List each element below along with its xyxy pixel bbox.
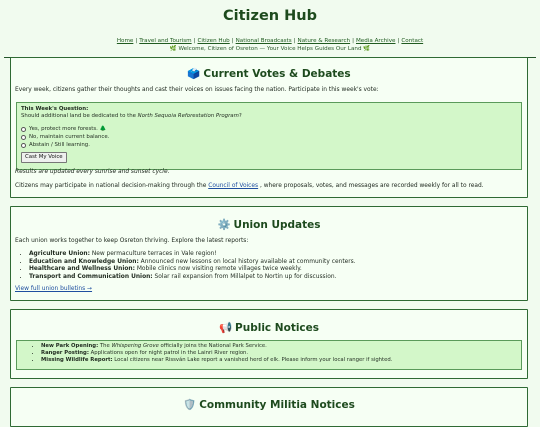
- list-item: [41, 343, 521, 350]
- list-item: [29, 251, 523, 259]
- notice-em: Whispering Grove: [111, 343, 159, 349]
- shield-icon: 🛡️: [183, 399, 197, 411]
- radio-button[interactable]: [21, 127, 26, 132]
- union-list: [11, 251, 523, 281]
- notice-text: Applications open for night patrol in the Lainri River region.: [88, 350, 249, 356]
- poll-option-no[interactable]: [21, 134, 517, 141]
- council-of-voices-link[interactable]: Council of Voices: [208, 183, 259, 189]
- votes-section: [10, 57, 528, 198]
- union-name: Healthcare and Wellness Union:: [29, 266, 135, 273]
- union-heading: [11, 218, 527, 231]
- union-text: Mobile clinics now visiting remote villages twice weekly.: [134, 266, 302, 273]
- welcome-message: 🌿 Welcome, Citizen of Osreton — Your Voice Helps Guides Our Land 🌿: [169, 46, 371, 52]
- union-text: Announced new lessons on local history available at community centers.: [138, 258, 356, 265]
- council-info-suffix: , where proposals, votes, and messages are recorded weekly for all to read.: [258, 183, 484, 189]
- votes-title: Current Votes & Debates: [203, 68, 351, 80]
- cast-vote-button[interactable]: Cast My Voice: [21, 152, 67, 163]
- main-nav: [0, 37, 540, 45]
- list-item: [41, 357, 521, 364]
- poll-option-abstain[interactable]: [21, 142, 517, 149]
- notice-text: Local citizens near Rissván Lake report a vanished herd of elk. Please inform your local ranger if sighted.: [112, 357, 393, 363]
- notices-section: [10, 309, 528, 379]
- list-item: [29, 274, 523, 282]
- results-note: Results are updated every sunrise and sunset cycle.: [15, 169, 170, 175]
- ballot-box-icon: 🗳️: [187, 68, 201, 80]
- union-title: Union Updates: [233, 219, 321, 231]
- nav-separator: |: [397, 38, 400, 44]
- notices-heading: [11, 321, 527, 334]
- notice-name: Missing Wildlife Report:: [41, 357, 113, 363]
- union-text: New permaculture terraces in Vale region!: [89, 251, 217, 257]
- notices-box: [16, 340, 522, 370]
- union-bulletins-link[interactable]: View full union bulletins →: [15, 286, 93, 292]
- poll-question-program: North Sequoia Reforestation Program: [137, 113, 239, 119]
- notice-name: Ranger Posting:: [41, 350, 89, 356]
- poll-box: [16, 102, 522, 170]
- nav-separator: |: [293, 38, 296, 44]
- nav-link-travel-and-tourism[interactable]: Travel and Tourism: [139, 38, 192, 44]
- nav-separator: |: [231, 38, 234, 44]
- nav-separator: |: [193, 38, 196, 44]
- union-section: [10, 206, 528, 301]
- votes-intro: Every week, citizens gather their thoughts and cast their voices on issues facing the nation. Participate in this week's vote:: [15, 87, 379, 93]
- militia-section: [10, 387, 528, 427]
- votes-heading: [11, 67, 527, 80]
- poll-question: [21, 113, 517, 120]
- union-intro: Each union works together to keep Osreton thriving. Explore the latest reports:: [15, 238, 249, 244]
- notice-name: New Park Opening:: [41, 343, 99, 349]
- union-name: Transport and Communication Union:: [29, 273, 153, 280]
- poll-question-heading: This Week's Question:: [21, 106, 89, 112]
- list-item: [29, 266, 523, 274]
- list-item: [29, 259, 523, 267]
- notices-list: [17, 343, 521, 364]
- megaphone-icon: 📢: [218, 322, 233, 334]
- poll-question-text: Should additional land be dedicated to the: [21, 113, 138, 119]
- militia-title: Community Militia Notices: [199, 399, 355, 411]
- radio-button[interactable]: [21, 143, 26, 148]
- nav-link-national-broadcasts[interactable]: National Broadcasts: [235, 38, 292, 44]
- poll-option-label: No, maintain current balance.: [29, 134, 110, 140]
- union-name: Agriculture Union:: [29, 251, 90, 257]
- nav-link-media-archive[interactable]: Media Archive: [355, 38, 396, 44]
- union-bulletins-line: [15, 285, 523, 293]
- poll-option-label: Abstain / Still learning.: [29, 142, 90, 148]
- nav-link-contact[interactable]: Contact: [401, 38, 424, 44]
- nav-separator: |: [135, 38, 138, 44]
- poll-option-yes[interactable]: [21, 126, 517, 133]
- council-info-text: Citizens may participate in national decision-making through the: [15, 183, 209, 189]
- poll-option-label: Yes, protect more forests. 🌲: [29, 126, 107, 132]
- nav-separator: |: [352, 38, 354, 44]
- list-item: [41, 350, 521, 357]
- nav-link-citizen-hub[interactable]: Citizen Hub: [197, 38, 230, 44]
- poll-question-suffix: ?: [238, 113, 242, 119]
- gear-icon: ⚙️: [217, 219, 231, 231]
- nav-link-home[interactable]: Home: [116, 38, 134, 44]
- nav-link-nature-research[interactable]: Nature & Research: [297, 38, 351, 44]
- site-title: Citizen Hub: [223, 8, 317, 24]
- union-text: Solar rail expansion from Millalpet to Nortin up for discussion.: [152, 273, 337, 280]
- union-name: Education and Knowledge Union:: [29, 258, 139, 265]
- council-info: [15, 182, 523, 190]
- notices-title: Public Notices: [235, 322, 320, 334]
- radio-button[interactable]: [21, 135, 26, 140]
- notice-text: The: [98, 343, 112, 349]
- notice-text-after: officially joins the National Park Service.: [158, 343, 267, 349]
